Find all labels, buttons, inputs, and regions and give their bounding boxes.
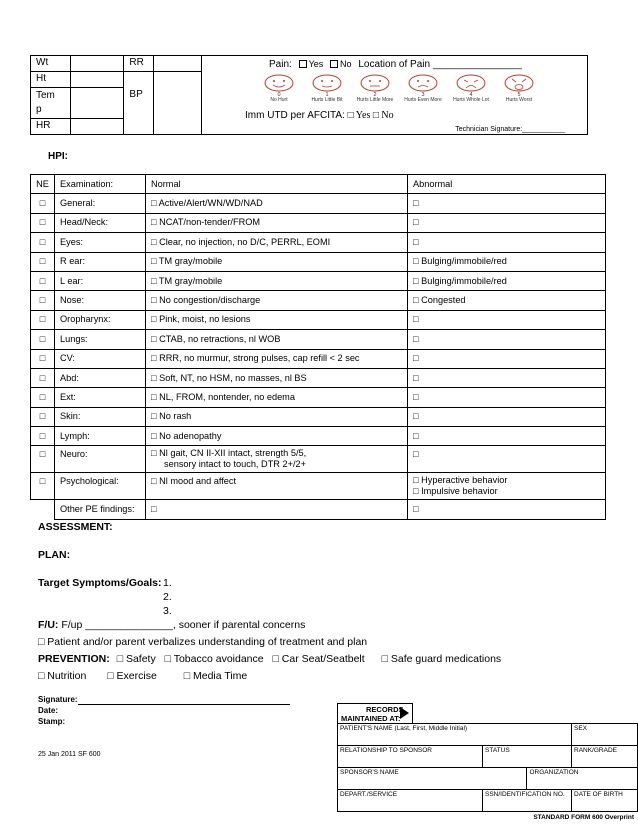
ne-checkbox[interactable]: □ xyxy=(31,233,55,252)
abnormal-finding[interactable]: □ xyxy=(408,213,606,232)
pain-face-4[interactable] xyxy=(448,74,494,103)
weight-field[interactable] xyxy=(70,56,124,72)
abnormal-finding[interactable]: □ Congested xyxy=(408,291,606,310)
ne-checkbox[interactable]: □ xyxy=(31,473,55,500)
face-3-num: 3 xyxy=(421,92,425,98)
exam-row xyxy=(31,271,606,290)
normal-finding[interactable]: □ Pink, moist, no lesions xyxy=(146,310,408,329)
dob-field[interactable]: DATE OF BIRTH xyxy=(572,790,638,812)
prevention-safeguard-meds[interactable]: □ Safe guard medications xyxy=(381,653,502,665)
pain-row xyxy=(269,59,522,70)
ne-checkbox[interactable]: □ xyxy=(31,330,55,349)
status-field[interactable]: STATUS xyxy=(483,746,572,768)
normal-finding[interactable]: □ Clear, no injection, no D/C, PERRL, EOMI xyxy=(146,233,408,252)
exam-row xyxy=(31,194,606,213)
vitals-table xyxy=(30,55,202,135)
face-5-label: Hurts Worst xyxy=(505,97,533,103)
prevention-carseat[interactable]: □ Car Seat/Seatbelt xyxy=(272,653,365,665)
face-hurts-worst-icon xyxy=(504,74,534,92)
temp-label: Tem p xyxy=(31,88,71,119)
technician-signature[interactable]: Technician Signature:___________ xyxy=(455,126,565,133)
exam-name: Oropharynx: xyxy=(55,310,146,329)
exam-row xyxy=(31,291,606,310)
normal-finding[interactable]: □ RRR, no murmur, strong pulses, cap refill < 2 sec xyxy=(146,349,408,368)
ne-checkbox[interactable]: □ xyxy=(31,368,55,387)
psych-abnormal-line2: □ Impulsive behavior xyxy=(413,486,498,497)
normal-finding[interactable]: □ CTAB, no retractions, nl WOB xyxy=(146,330,408,349)
signature-block xyxy=(38,694,290,727)
pain-location: Location of Pain ________________ xyxy=(358,59,522,70)
abnormal-finding[interactable]: □ xyxy=(408,500,606,519)
normal-finding[interactable]: □ TM gray/mobile xyxy=(146,252,408,271)
assessment-label: ASSESSMENT: xyxy=(38,521,113,533)
followup-label: F/U: xyxy=(38,619,59,631)
plan-label: PLAN: xyxy=(38,549,71,561)
normal-finding[interactable]: □ Active/Alert/WN/WD/NAD xyxy=(146,194,408,213)
sponsor-name-field[interactable]: SPONSOR'S NAME xyxy=(338,768,527,790)
prevention-exercise[interactable]: □ Exercise xyxy=(107,670,157,682)
ne-checkbox[interactable]: □ xyxy=(31,388,55,407)
patient-name-field[interactable]: PATIENT'S NAME (Last, First, Middle Initial) xyxy=(338,724,572,746)
face-hurts-even-more-icon xyxy=(408,74,438,92)
pain-face-5[interactable] xyxy=(496,74,542,103)
normal-finding[interactable]: □ Soft, NT, no HSM, no masses, nl BS xyxy=(146,368,408,387)
records-head-1: RECORDS xyxy=(366,705,404,714)
normal-finding[interactable]: □ No adenopathy xyxy=(146,427,408,446)
psych-abnormal-line1: □ Hyperactive behavior xyxy=(413,475,508,486)
weight-label: Wt xyxy=(31,56,71,72)
abnormal-finding[interactable]: □ xyxy=(408,194,606,213)
ssn-field[interactable]: SSN/IDENTIFICATION NO. xyxy=(483,790,572,812)
pain-no-checkbox[interactable] xyxy=(330,60,338,68)
target-symptoms-label: Target Symptoms/Goals: xyxy=(38,577,162,589)
normal-finding[interactable]: □ No congestion/discharge xyxy=(146,291,408,310)
pain-box xyxy=(201,55,588,135)
exam-name: Neuro: xyxy=(55,446,146,473)
face-hurts-whole-lot-icon xyxy=(456,74,486,92)
exam-name: Lymph: xyxy=(55,427,146,446)
exam-row xyxy=(31,407,606,426)
face-hurts-little-bit-icon xyxy=(312,74,342,92)
exam-name: CV: xyxy=(55,349,146,368)
exam-name: Psychological: xyxy=(55,473,146,500)
exam-name: Ext: xyxy=(55,388,146,407)
exam-name: Eyes: xyxy=(55,233,146,252)
exam-row-other xyxy=(31,500,606,519)
ne-checkbox[interactable]: □ xyxy=(31,291,55,310)
prevention-media-time[interactable]: □ Media Time xyxy=(183,670,248,682)
exam-header-row xyxy=(31,175,606,194)
records-head-2: MAINTAINED AT: xyxy=(341,714,401,723)
face-0-num: 0 xyxy=(277,92,281,98)
ne-header: NE xyxy=(31,175,55,194)
rank-field[interactable]: RANK/GRADE xyxy=(572,746,638,768)
form-id: 25 Jan 2011 SF 600 xyxy=(38,751,101,758)
exam-row xyxy=(31,233,606,252)
face-3-label: Hurts Even More xyxy=(404,97,442,103)
standard-form-overprint: STANDARD FORM 600 Overprint xyxy=(533,814,634,821)
prevention-safety[interactable]: □ Safety xyxy=(116,653,156,665)
goal-2[interactable]: 2. xyxy=(163,591,172,603)
exam-row xyxy=(31,427,606,446)
records-grid xyxy=(337,723,638,812)
exam-row xyxy=(31,252,606,271)
abnormal-finding[interactable]: □ xyxy=(408,310,606,329)
face-4-label: Hurts Whole Lot xyxy=(453,97,489,103)
face-1-num: 1 xyxy=(325,92,329,98)
exam-row xyxy=(31,213,606,232)
temp-field[interactable] xyxy=(70,88,124,119)
face-2-num: 2 xyxy=(373,92,377,98)
ne-checkbox[interactable]: □ xyxy=(31,446,55,473)
exam-name: Head/Neck: xyxy=(55,213,146,232)
normal-finding[interactable]: □ NCAT/non-tender/FROM xyxy=(146,213,408,232)
signature-line[interactable] xyxy=(78,697,290,705)
pain-yes-checkbox[interactable] xyxy=(299,60,307,68)
ne-checkbox[interactable]: □ xyxy=(31,213,55,232)
abnormal-finding[interactable]: □ xyxy=(408,427,606,446)
exam-name: Skin: xyxy=(55,407,146,426)
abnormal-finding[interactable]: □ Bulging/immobile/red xyxy=(408,252,606,271)
prevention-nutrition[interactable]: □ Nutrition xyxy=(38,670,87,682)
exam-row-neuro xyxy=(31,446,606,473)
ne-empty xyxy=(31,500,55,519)
ne-checkbox[interactable]: □ xyxy=(31,310,55,329)
hr-label: HR xyxy=(31,119,71,135)
goal-1[interactable]: 1. xyxy=(163,577,172,589)
face-0-label: No Hurt xyxy=(270,97,288,103)
face-4-num: 4 xyxy=(469,92,473,98)
normal-finding[interactable] xyxy=(146,446,408,473)
normal-finding[interactable]: □ xyxy=(146,500,408,519)
abnormal-finding[interactable]: □ xyxy=(408,349,606,368)
pain-face-3[interactable] xyxy=(400,74,446,103)
abnormal-header: Abnormal xyxy=(408,175,606,194)
exam-name: Abd: xyxy=(55,368,146,387)
pain-label: Pain: xyxy=(269,59,292,70)
exam-table xyxy=(30,174,606,520)
goal-3[interactable]: 3. xyxy=(163,605,172,617)
bp-field[interactable] xyxy=(154,72,202,135)
pain-face-1[interactable] xyxy=(304,74,350,103)
ne-checkbox[interactable]: □ xyxy=(31,407,55,426)
prevention-row-2 xyxy=(38,670,247,682)
normal-finding[interactable]: □ Nl mood and affect xyxy=(146,473,408,500)
prevention-row xyxy=(38,653,501,665)
followup-row xyxy=(38,619,305,631)
exam-name: General: xyxy=(55,194,146,213)
ne-checkbox[interactable]: □ xyxy=(31,194,55,213)
hpi-label: HPI: xyxy=(48,151,68,162)
normal-finding[interactable]: □ TM gray/mobile xyxy=(146,271,408,290)
hr-field[interactable] xyxy=(70,119,124,135)
pain-faces-scale xyxy=(256,74,546,108)
immunization-row xyxy=(245,110,394,121)
exam-row-psych xyxy=(31,473,606,500)
pain-no-label: No xyxy=(340,59,352,69)
pain-face-0[interactable] xyxy=(256,74,302,103)
face-1-label: Hurts Little Bit xyxy=(311,97,343,103)
stamp-label: Stamp: xyxy=(38,717,66,726)
face-hurts-little-more-icon xyxy=(360,74,390,92)
neuro-normal-line1: □ Nl gait, CN II-XII intact, strength 5/5, xyxy=(151,448,307,459)
prevention-label: PREVENTION: xyxy=(38,653,110,665)
exam-name: Lungs: xyxy=(55,330,146,349)
ne-checkbox[interactable]: □ xyxy=(31,349,55,368)
face-no-hurt-icon xyxy=(264,74,294,92)
exam-name: Nose: xyxy=(55,291,146,310)
signature-label: Signature: xyxy=(38,695,78,704)
exam-name: Other PE findings: xyxy=(55,500,146,519)
abnormal-finding[interactable]: □ xyxy=(408,446,606,473)
normal-finding[interactable]: □ NL, FROM, nontender, no edema xyxy=(146,388,408,407)
normal-header: Normal xyxy=(146,175,408,194)
abnormal-finding[interactable]: □ xyxy=(408,407,606,426)
imm-label: Imm UTD per AFCITA: xyxy=(245,110,345,121)
abnormal-finding[interactable]: □ Bulging/immobile/red xyxy=(408,271,606,290)
exam-row xyxy=(31,368,606,387)
height-label: Ht xyxy=(31,72,71,88)
exam-name: R ear: xyxy=(55,252,146,271)
exam-rows xyxy=(31,194,606,446)
exam-row xyxy=(31,310,606,329)
ne-checkbox[interactable]: □ xyxy=(31,252,55,271)
bp-label: BP xyxy=(124,72,154,135)
ne-checkbox[interactable]: □ xyxy=(31,271,55,290)
imm-options[interactable]: □ Yes □ No xyxy=(347,110,394,121)
sex-field[interactable]: SEX xyxy=(572,724,638,746)
exam-header: Examination: xyxy=(55,175,146,194)
pain-yes-label: Yes xyxy=(308,59,324,69)
exam-row xyxy=(31,330,606,349)
depart-field[interactable]: DEPART./SERVICE xyxy=(338,790,483,812)
abnormal-finding[interactable]: □ xyxy=(408,368,606,387)
exam-row xyxy=(31,349,606,368)
abnormal-finding[interactable] xyxy=(408,473,606,500)
relationship-field[interactable]: RELATIONSHIP TO SPONSOR xyxy=(338,746,483,768)
understanding-checkbox[interactable]: □ Patient and/or parent verbalizes understanding of treatment and plan xyxy=(38,636,368,648)
abnormal-finding[interactable]: □ xyxy=(408,330,606,349)
organization-field[interactable]: ORGANIZATION xyxy=(527,768,638,790)
abnormal-finding[interactable]: □ xyxy=(408,233,606,252)
records-box xyxy=(337,703,638,821)
date-label: Date: xyxy=(38,706,59,715)
face-5-num: 5 xyxy=(517,92,521,98)
face-2-label: Hurts Little More xyxy=(356,97,394,103)
height-field[interactable] xyxy=(70,72,124,88)
exam-name: L ear: xyxy=(55,271,146,290)
exam-row xyxy=(31,388,606,407)
rr-field[interactable] xyxy=(154,56,202,72)
rr-label: RR xyxy=(124,56,154,72)
pain-face-2[interactable] xyxy=(352,74,398,103)
records-arrow-icon xyxy=(400,707,409,719)
ne-checkbox[interactable]: □ xyxy=(31,427,55,446)
abnormal-finding[interactable]: □ xyxy=(408,388,606,407)
neuro-normal-line2: sensory intact to touch, DTR 2+/2+ xyxy=(164,459,306,470)
normal-finding[interactable]: □ No rash xyxy=(146,407,408,426)
prevention-tobacco[interactable]: □ Tobacco avoidance xyxy=(164,653,264,665)
followup-text[interactable]: F/up _______________, sooner if parental concerns xyxy=(61,619,306,631)
